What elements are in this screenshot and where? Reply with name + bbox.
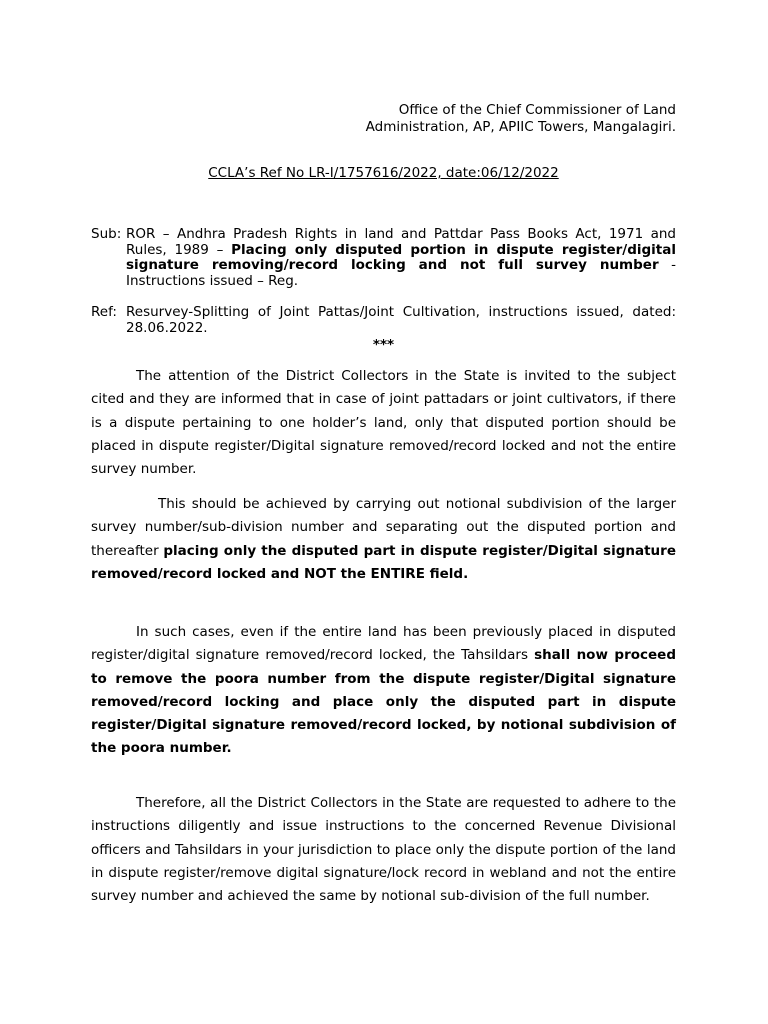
office-line-1: Office of the Chief Commissioner of Land	[398, 102, 676, 118]
office-address	[366, 102, 676, 135]
reference-label: Ref:	[91, 304, 117, 320]
paragraph-4: Therefore, all the District Collectors in the State are requested to adhere to the instructions diligently and issue instructions to the concerned Revenue Divisional officers and Tahsildars in your jurisdiction to place only the dispute portion of the land in dispute register/remove digital signature/lock record in webland and not the entire survey number and achieved the same by notional sub-division of the full number.	[91, 795, 676, 905]
reference-number	[91, 165, 676, 182]
subject-block	[91, 227, 676, 289]
subject-text-b: - Instructions issued – Reg.	[126, 257, 676, 289]
paragraph-3	[91, 621, 676, 761]
subject-text-a: ROR – Andhra Pradesh Rights in land and Pattdar Pass Books Act, 1971 and Rules, 1989 –	[126, 226, 676, 258]
document-page	[91, 0, 676, 1024]
reference-text: Resurvey-Splitting of Joint Pattas/Joint Cultivation, instructions issued, dated: 28.06.2022.	[126, 304, 676, 336]
paragraph-3-bold: shall now proceed to remove the poora number from the dispute register/Digital signature removed/record locking and place only the disputed part in dispute register/Digital signature removed/record locked, by notional subdivision of the poora number.	[91, 647, 676, 757]
paragraph-2	[91, 493, 676, 586]
paragraph-2-bold: placing only the disputed part in dispute register/Digital signature removed/record locked and NOT the ENTIRE field.	[91, 542, 676, 582]
subject-text	[126, 227, 676, 289]
reference-block	[91, 305, 676, 336]
subject-text-bold: Placing only disputed portion in dispute register/digital signature removing/record locking and not full survey number	[126, 241, 676, 273]
reference-number-text: CCLA’s Ref No LR-I/1757616/2022, date:06/12/2022	[208, 165, 559, 181]
office-line-2: Administration, AP, APIIC Towers, Mangalagiri.	[365, 118, 676, 135]
subject-label: Sub:	[91, 226, 122, 242]
paragraph-2-text: This should be achieved by carrying out notional subdivision of the larger survey number/sub-division number and separating out the disputed portion and thereafter	[91, 496, 676, 559]
paragraph-1: The attention of the District Collectors in the State is invited to the subject cited and they are informed that in case of joint pattadars or joint cultivators, if there is a dispute pertaining to one holder’s land, only that disputed portion should be placed in dispute register/Digital signature removed/record locked and not the entire survey number.	[91, 368, 676, 478]
separator: ***	[372, 337, 395, 353]
paragraph-3-text: In such cases, even if the entire land has been previously placed in disputed register/digital signature removed/record locked, the Tahsildars	[91, 624, 676, 664]
